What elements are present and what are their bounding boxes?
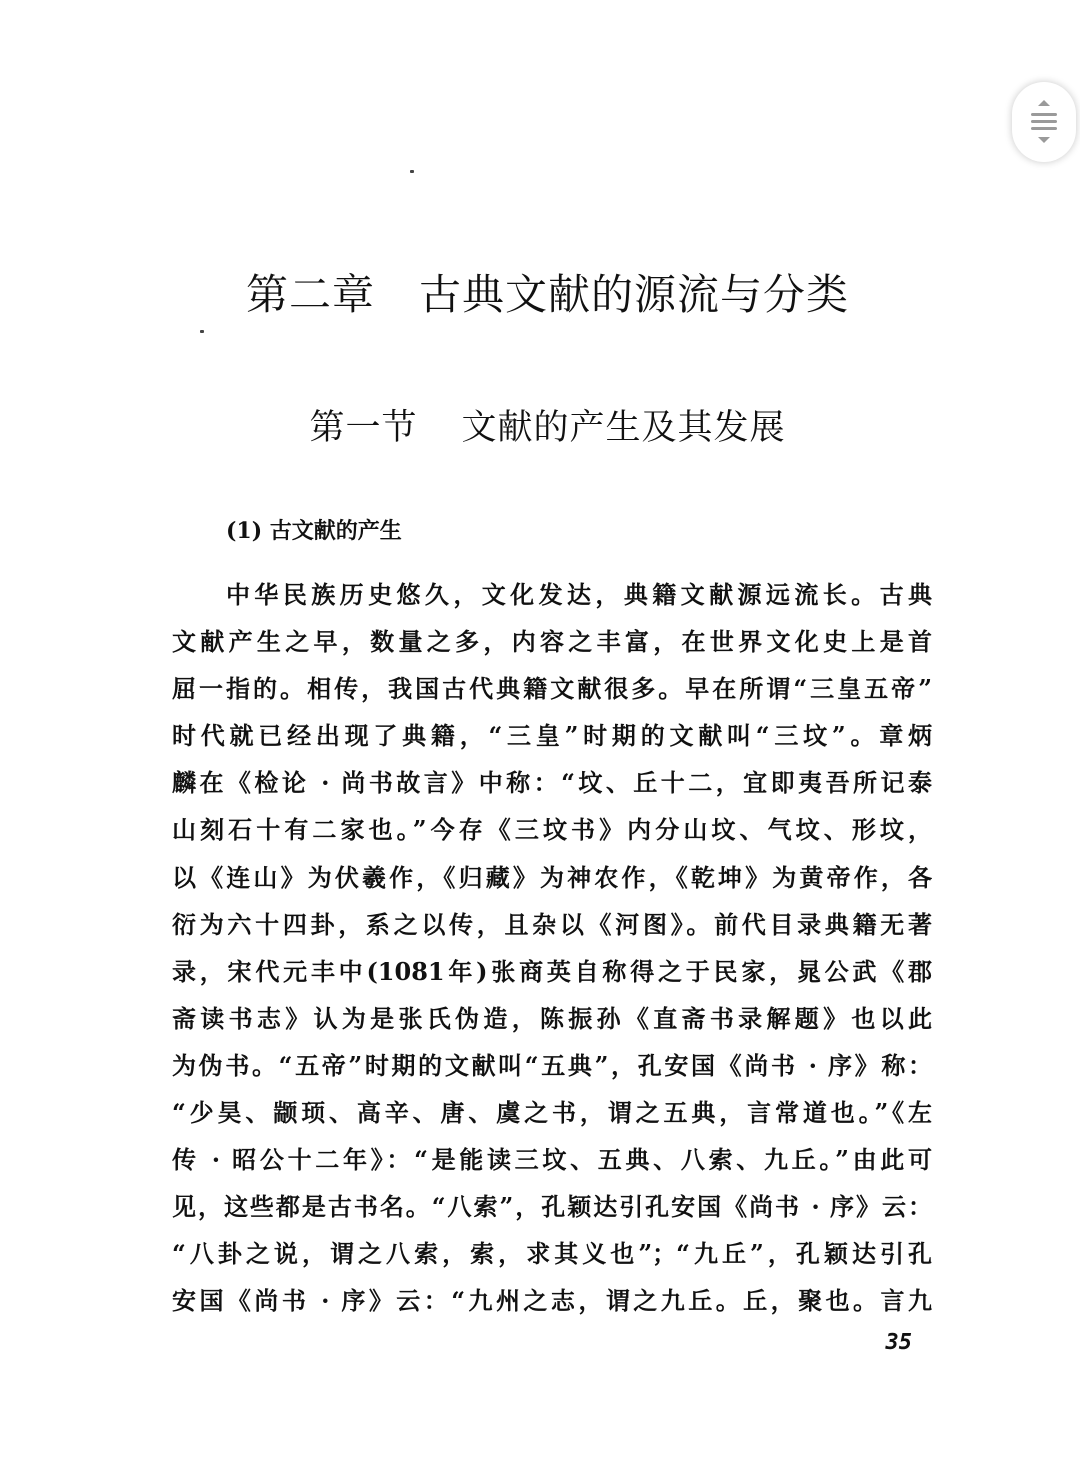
body-line: 文献产生之早，数量之多，内容之丰富，在世界文化史上是首 bbox=[172, 627, 932, 657]
section-title bbox=[0, 400, 1080, 450]
section-title-text: 文献的产生及其发展 bbox=[461, 408, 786, 448]
chapter-title bbox=[0, 262, 1080, 322]
body-paragraph bbox=[172, 571, 932, 1325]
body-line: 麟在《检论 · 尚书故言》中称：“坟、丘十二，宜即夷吾所记泰 bbox=[172, 768, 932, 798]
body-line: “少昊、颛顼、高辛、唐、虞之书，谓之五典，言常道也。”《左 bbox=[172, 1098, 932, 1128]
scroll-handle[interactable] bbox=[1012, 82, 1076, 162]
body-line: 以《连山》为伏羲作，《归藏》为神农作，《乾坤》为黄帝作，各 bbox=[172, 862, 932, 892]
body-line: 录，宋代元丰中(1081年)张商英自称得之于民家，晁公武《郡 bbox=[172, 956, 932, 986]
body-line: 传 · 昭公十二年》：“是能读三坟、五典、八索、九丘。”由此可 bbox=[172, 1145, 932, 1175]
chapter-title-text: 古典文献的源流与分类 bbox=[419, 270, 850, 319]
body-line: 山刻石十有二家也。”今存《三坟书》内分山坟、气坟、形坟， bbox=[172, 815, 932, 845]
scroll-up-down-icon bbox=[1028, 96, 1060, 148]
section-title-number: 第一节 bbox=[309, 408, 418, 448]
body-line: 见，这些都是古书名。“八索”，孔颖达引孔安国《尚书 · 序》云： bbox=[172, 1192, 932, 1222]
scan-speck bbox=[410, 170, 414, 173]
body-line: 时代就已经出现了典籍，“三皇”时期的文献叫“三坟”。章炳 bbox=[172, 721, 932, 751]
body-line: 安国《尚书 · 序》云：“九州之志，谓之九丘。丘，聚也。言九 bbox=[172, 1286, 932, 1316]
body-line: 斋读书志》认为是张氏伪造，陈振孙《直斋书录解题》也以此 bbox=[172, 1003, 932, 1033]
chapter-title-number: 第二章 bbox=[245, 270, 375, 319]
scan-speck bbox=[200, 330, 204, 333]
body-line: “八卦之说，谓之八索，索，求其义也”；“九丘”，孔颖达引孔 bbox=[172, 1239, 932, 1269]
subheading: (1) 古文献的产生 bbox=[226, 518, 402, 544]
page-number: 35 bbox=[885, 1330, 912, 1355]
body-line: 屈一指的。相传，我国古代典籍文献很多。早在所谓“三皇五帝” bbox=[172, 674, 932, 704]
body-line: 衍为六十四卦，系之以传，且杂以《河图》。前代目录典籍无著 bbox=[172, 909, 932, 939]
body-line: 中华民族历史悠久，文化发达，典籍文献源远流长。古典 bbox=[226, 580, 932, 609]
body-line: 为伪书。“五帝”时期的文献叫“五典”，孔安国《尚书 · 序》称： bbox=[172, 1050, 932, 1080]
